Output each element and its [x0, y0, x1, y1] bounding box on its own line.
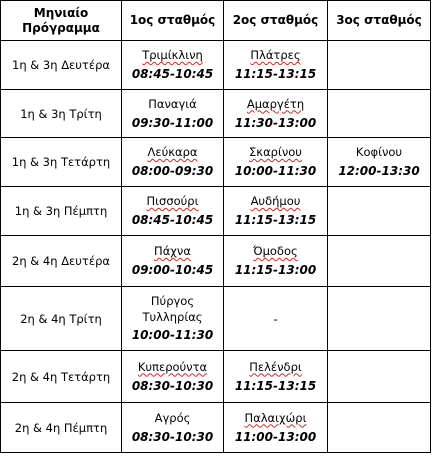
station-2-cell — [224, 90, 328, 138]
place-name: Αγρός — [154, 410, 191, 425]
table-header-row — [1, 1, 431, 41]
table-row — [1, 236, 431, 287]
table-row — [1, 287, 431, 351]
table-row — [1, 403, 431, 453]
day-cell: 2η & 4η Τρίτη — [1, 287, 122, 351]
station-3-cell — [328, 351, 431, 403]
time-range: 10:00-11:30 — [234, 164, 317, 178]
station-1-cell — [122, 90, 224, 138]
time-range: 08:00-09:30 — [131, 164, 214, 178]
day-cell: 1η & 3η Τρίτη — [1, 90, 122, 138]
time-range: 10:00-11:30 — [131, 327, 214, 342]
place-name: Πλάτρες — [250, 48, 301, 62]
time-range: 12:00-13:30 — [338, 164, 420, 178]
header-station-3: 3ος σταθμός — [328, 1, 431, 41]
time-range: 08:45-10:45 — [131, 213, 214, 227]
time-range: 11:15-13:15 — [234, 213, 317, 227]
place-name: Τριμίκλινη — [142, 48, 203, 62]
station-1-cell — [122, 351, 224, 403]
place-name: Όμοδος — [253, 244, 298, 258]
station-1-cell — [122, 236, 224, 287]
place-name: Σκαρίνου — [249, 145, 302, 159]
table-row — [1, 138, 431, 187]
station-3-cell — [328, 287, 431, 351]
table-row — [1, 187, 431, 236]
time-range: 09:00-10:45 — [131, 263, 214, 277]
place-name: Αυδήμου — [250, 194, 301, 208]
place-name: Πάχνα — [154, 244, 191, 258]
table-row — [1, 90, 431, 138]
place-name: Κοφίνου — [355, 145, 403, 159]
header-station-2: 2ος σταθμός — [224, 1, 328, 41]
table-row — [1, 351, 431, 403]
day-cell: 2η & 4η Πέμπτη — [1, 403, 122, 453]
station-1-cell — [122, 41, 224, 90]
day-cell: 1η & 3η Τετάρτη — [1, 138, 122, 187]
station-1-cell — [122, 403, 224, 453]
place-name: Κυπερούντα — [137, 359, 208, 374]
time-range: 09:30-11:00 — [131, 115, 214, 130]
time-range: 11:15-13:00 — [234, 263, 317, 277]
place-name: Πισσούρι — [146, 194, 199, 208]
place-name: Λεύκαρα — [147, 145, 198, 159]
station-3-cell — [328, 236, 431, 287]
time-range: 11:15-13:15 — [234, 378, 317, 393]
time-range: 08:30-10:30 — [131, 378, 214, 393]
station-3-cell — [328, 403, 431, 453]
day-cell: 2η & 4η Τετάρτη — [1, 351, 122, 403]
station-2-cell — [224, 287, 328, 351]
time-range: 08:30-10:30 — [131, 429, 214, 444]
station-2-cell — [224, 351, 328, 403]
time-range: 11:15-13:15 — [234, 67, 317, 81]
station-1-cell — [122, 187, 224, 236]
station-3-cell — [328, 41, 431, 90]
time-range: 11:00-13:00 — [234, 429, 317, 444]
day-cell: 1η & 3η Δευτέρα — [1, 41, 122, 90]
time-range: 08:45-10:45 — [131, 67, 214, 81]
station-2-cell — [224, 138, 328, 187]
place-name: Αμαργέτη — [246, 96, 305, 111]
day-cell: 1η & 3η Πέμπτη — [1, 187, 122, 236]
day-cell: 2η & 4η Δευτέρα — [1, 236, 122, 287]
station-2-cell — [224, 236, 328, 287]
station-2-cell — [224, 187, 328, 236]
time-range: 11:30-13:00 — [234, 115, 317, 130]
station-3-cell — [328, 138, 431, 187]
station-3-cell — [328, 187, 431, 236]
place-name: Παλαιχώρι — [244, 410, 307, 425]
station-2-cell — [224, 41, 328, 90]
place-name: Πύργος Τυλληρίας — [142, 293, 203, 324]
station-2-cell — [224, 403, 328, 453]
table-row — [1, 41, 431, 90]
station-1-cell — [122, 138, 224, 187]
empty-station-dash: - — [273, 311, 278, 326]
header-schedule: Μηνιαίο Πρόγραμμα — [1, 1, 122, 41]
station-3-cell — [328, 90, 431, 138]
place-name: Παναγιά — [148, 96, 197, 111]
place-name: Πελένδρι — [249, 359, 302, 374]
header-station-1: 1ος σταθμός — [122, 1, 224, 41]
station-1-cell — [122, 287, 224, 351]
